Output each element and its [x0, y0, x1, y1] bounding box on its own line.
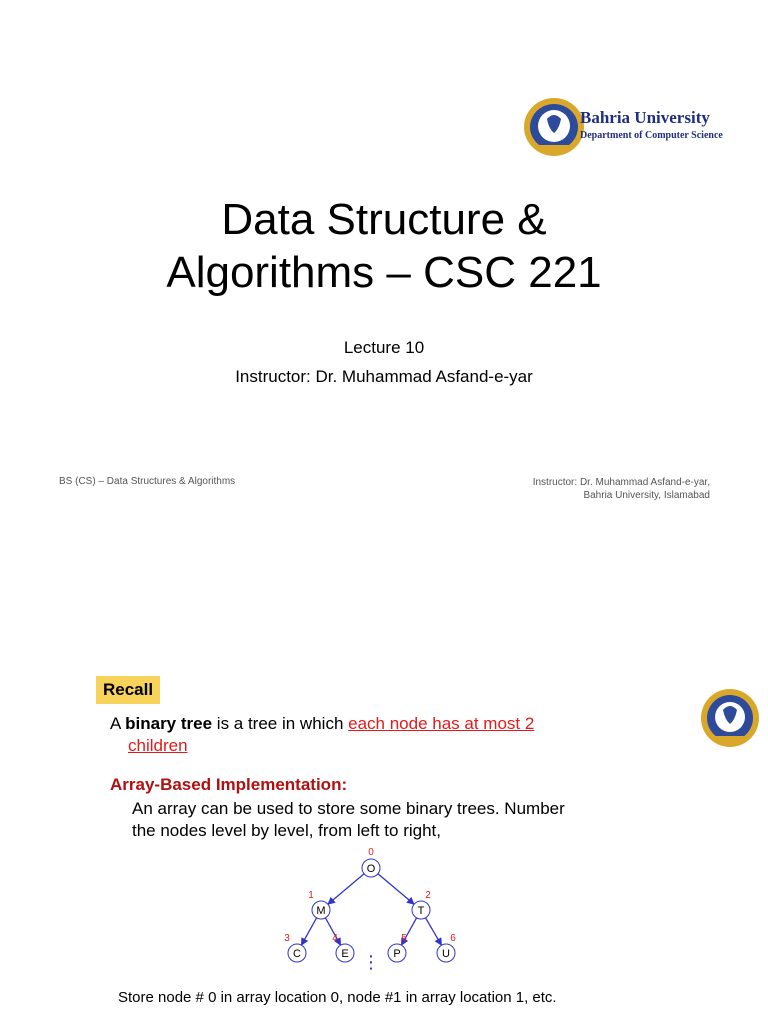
tree-node-label: U — [442, 948, 450, 960]
definition-link-2: children — [128, 736, 188, 755]
array-implementation-description — [132, 798, 652, 842]
tree-edge — [328, 874, 364, 904]
footer-instructor-line-1: Instructor: Dr. Muhammad Asfand-e-yar, — [532, 477, 710, 488]
footer-course: BS (CS) – Data Structures & Algorithms — [59, 476, 236, 487]
tree-node-label: C — [293, 948, 301, 960]
instructor-name: Instructor: Dr. Muhammad Asfand-e-yar — [235, 367, 533, 386]
tree-node-index: 0 — [368, 847, 374, 858]
tree-node-index: 5 — [401, 933, 407, 944]
tree-node-label: P — [393, 948, 401, 960]
binary-tree-diagram — [270, 838, 480, 978]
recall-label: Recall — [96, 676, 160, 704]
binary-tree-definition — [110, 713, 650, 757]
tree-node-index: 1 — [308, 890, 314, 901]
definition-link-1: each node has at most 2 — [348, 714, 535, 733]
tree-node-label: O — [366, 863, 376, 875]
title-line-1: Data Structure & — [221, 195, 547, 244]
university-name: Bahria University — [580, 108, 710, 127]
footer-instructor-line-2: Bahria University, Islamabad — [583, 490, 710, 501]
tree-node-index: 3 — [284, 933, 290, 944]
bahria-seal-icon — [697, 686, 763, 750]
definition-term: binary tree — [125, 714, 213, 733]
title-line-2: Algorithms – CSC 221 — [166, 248, 602, 297]
bahria-seal-icon — [519, 95, 589, 159]
store-note: Store node # 0 in array location 0, node #1 in array location 1, etc. — [118, 989, 557, 1006]
department-name: Department of Computer Science — [580, 130, 723, 141]
tree-node-index: 2 — [425, 890, 431, 901]
tree-node-index: 6 — [450, 933, 456, 944]
array-desc-line-2: the nodes level by level, from left to right, — [132, 821, 441, 840]
array-desc-line-1: An array can be used to store some binary trees. Number — [132, 799, 565, 818]
tree-node-label: E — [341, 948, 349, 960]
tree-edge — [301, 918, 316, 945]
tree-edge — [426, 918, 442, 945]
lecture-number: Lecture 10 — [343, 338, 425, 357]
tree-node-label: T — [417, 905, 425, 917]
footer-instructor — [460, 476, 710, 502]
tree-edge — [378, 874, 414, 904]
slide-title — [0, 193, 768, 299]
tree-ellipsis: ⋮ — [362, 952, 380, 973]
array-implementation-heading: Array-Based Implementation: — [110, 775, 348, 794]
definition-middle: is a tree in which — [212, 714, 349, 733]
definition-prefix: A — [110, 714, 126, 733]
tree-node-index: 4 — [332, 933, 338, 944]
tree-node-label: M — [316, 905, 326, 917]
